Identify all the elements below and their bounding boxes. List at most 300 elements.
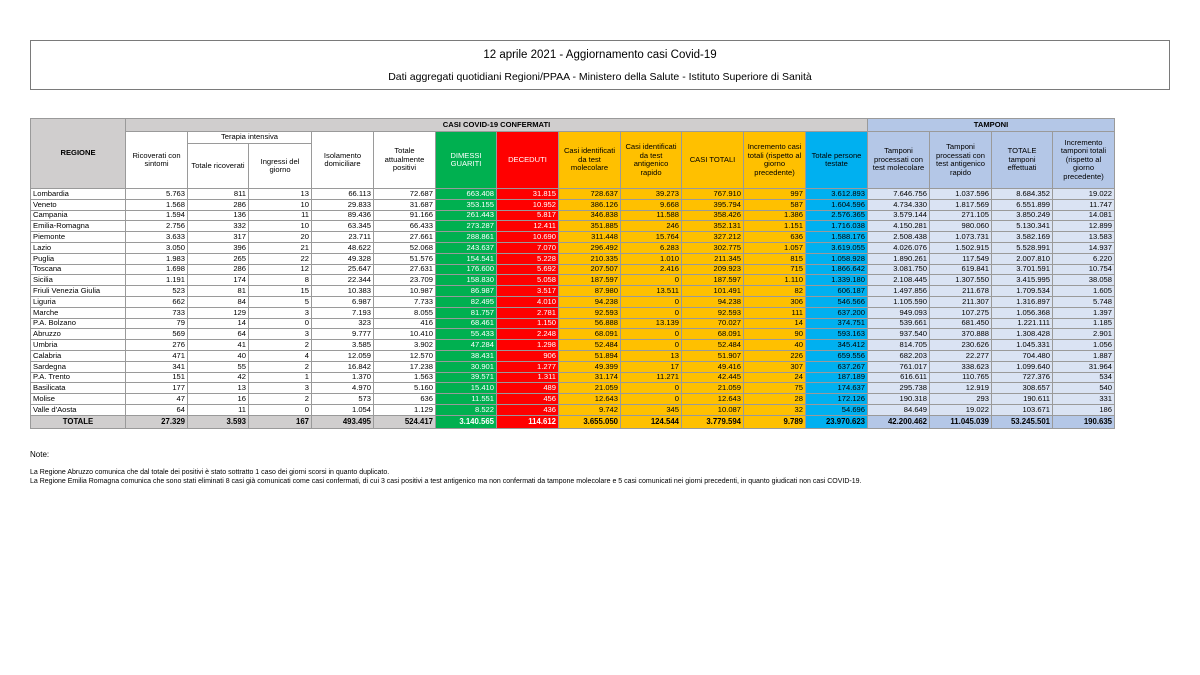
positivi-cell: 10.987 [374,286,436,297]
dimessi-cell: 38.431 [436,350,497,361]
persone-testate-cell: 3.612.893 [806,189,868,200]
notes-section [30,450,861,487]
ricoverati-cell: 523 [126,286,188,297]
total-incremento-tamponi-cell: 190.635 [1053,415,1115,428]
casi-totali-cell: 70.027 [682,318,744,329]
incremento-casi-cell: 75 [744,383,806,394]
total-tamponi-antigenico-cell: 11.045.039 [930,415,992,428]
ti-totale-cell: 396 [188,242,249,253]
deceduti-cell: 10.952 [497,199,559,210]
casi-antigenico-cell: 0 [621,307,682,318]
casi-totali-cell: 327.212 [682,232,744,243]
tamponi-antigenico-cell: 12.919 [930,383,992,394]
positivi-cell: 5.160 [374,383,436,394]
positivi-cell: 1.129 [374,404,436,415]
positivi-cell: 12.570 [374,350,436,361]
tamponi-antigenico-cell: 271.105 [930,210,992,221]
ti-ingressi-cell: 2 [249,394,312,405]
region-cell: Liguria [31,296,126,307]
tamponi-totale-cell: 3.701.591 [992,264,1053,275]
ti-ingressi-cell: 13 [249,189,312,200]
persone-testate-cell: 174.637 [806,383,868,394]
total-tamponi-totale-cell: 53.245.501 [992,415,1053,428]
covid-data-table [30,118,1115,429]
tamponi-antigenico-cell: 1.073.731 [930,232,992,243]
table-row [31,232,1115,243]
dimessi-cell: 273.287 [436,221,497,232]
tamponi-antigenico-cell: 1.502.915 [930,242,992,253]
tamponi-totale-cell: 1.221.111 [992,318,1053,329]
header-tamponi-totale: TOTALE tamponi effettuati [992,132,1053,189]
casi-antigenico-cell: 11.588 [621,210,682,221]
casi-totali-cell: 51.907 [682,350,744,361]
total-row [31,415,1115,428]
table-row [31,340,1115,351]
header-incremento-tamponi: Incremento tamponi totali (rispetto al giorno precedente) [1053,132,1115,189]
incremento-casi-cell: 28 [744,394,806,405]
isolamento-cell: 16.842 [312,361,374,372]
persone-testate-cell: 1.604.596 [806,199,868,210]
dimessi-cell: 243.637 [436,242,497,253]
casi-antigenico-cell: 11.271 [621,372,682,383]
casi-molecolare-cell: 386.126 [559,199,621,210]
table-row [31,286,1115,297]
deceduti-cell: 436 [497,404,559,415]
tamponi-molecolare-cell: 761.017 [868,361,930,372]
tamponi-antigenico-cell: 1.307.550 [930,275,992,286]
region-cell: Lazio [31,242,126,253]
incremento-tamponi-cell: 10.754 [1053,264,1115,275]
header-persone-testate: Totale persone testate [806,132,868,189]
tamponi-molecolare-cell: 949.093 [868,307,930,318]
ti-ingressi-cell: 2 [249,361,312,372]
casi-molecolare-cell: 187.597 [559,275,621,286]
isolamento-cell: 1.054 [312,404,374,415]
casi-molecolare-cell: 210.335 [559,253,621,264]
table-row [31,296,1115,307]
table-row [31,394,1115,405]
deceduti-cell: 4.010 [497,296,559,307]
persone-testate-cell: 1.058.928 [806,253,868,264]
incremento-tamponi-cell: 1.887 [1053,350,1115,361]
header-deceduti: DECEDUTI [497,132,559,189]
region-cell: Umbria [31,340,126,351]
incremento-tamponi-cell: 1.056 [1053,340,1115,351]
dimessi-cell: 55.433 [436,329,497,340]
region-cell: Abruzzo [31,329,126,340]
ti-totale-cell: 286 [188,264,249,275]
deceduti-cell: 1.277 [497,361,559,372]
incremento-tamponi-cell: 14.937 [1053,242,1115,253]
incremento-casi-cell: 997 [744,189,806,200]
report-subtitle: Dati aggregati quotidiani Regioni/PPAA - Ministero della Salute - Istituto Superiore di Sanità [388,71,812,83]
ti-ingressi-cell: 3 [249,329,312,340]
casi-molecolare-cell: 351.885 [559,221,621,232]
table-row [31,361,1115,372]
incremento-casi-cell: 587 [744,199,806,210]
region-cell: Campania [31,210,126,221]
deceduti-cell: 5.228 [497,253,559,264]
incremento-tamponi-cell: 534 [1053,372,1115,383]
ricoverati-cell: 3.050 [126,242,188,253]
ricoverati-cell: 1.698 [126,264,188,275]
casi-antigenico-cell: 39.273 [621,189,682,200]
positivi-cell: 1.563 [374,372,436,383]
ti-ingressi-cell: 10 [249,199,312,210]
ti-totale-cell: 81 [188,286,249,297]
incremento-casi-cell: 1.151 [744,221,806,232]
region-cell: Puglia [31,253,126,264]
region-cell: P.A. Bolzano [31,318,126,329]
dimessi-cell: 82.495 [436,296,497,307]
tamponi-molecolare-cell: 3.081.750 [868,264,930,275]
casi-totali-cell: 767.910 [682,189,744,200]
total-casi-totali-cell: 3.779.594 [682,415,744,428]
table-row [31,404,1115,415]
casi-molecolare-cell: 9.742 [559,404,621,415]
deceduti-cell: 1.298 [497,340,559,351]
header-tamponi-antigenico: Tamponi processati con test antigenico rapido [930,132,992,189]
casi-molecolare-cell: 49.399 [559,361,621,372]
incremento-casi-cell: 82 [744,286,806,297]
persone-testate-cell: 593.163 [806,329,868,340]
casi-antigenico-cell: 17 [621,361,682,372]
tamponi-molecolare-cell: 295.738 [868,383,930,394]
tamponi-antigenico-cell: 107.275 [930,307,992,318]
incremento-casi-cell: 307 [744,361,806,372]
casi-molecolare-cell: 12.643 [559,394,621,405]
tamponi-totale-cell: 308.657 [992,383,1053,394]
persone-testate-cell: 1.716.038 [806,221,868,232]
incremento-casi-cell: 111 [744,307,806,318]
ti-totale-cell: 174 [188,275,249,286]
region-cell: P.A. Trento [31,372,126,383]
casi-totali-cell: 358.426 [682,210,744,221]
tamponi-antigenico-cell: 1.037.596 [930,189,992,200]
ti-totale-cell: 40 [188,350,249,361]
header-terapia-intensiva: Terapia intensiva [188,132,312,144]
tamponi-antigenico-cell: 338.623 [930,361,992,372]
ti-totale-cell: 55 [188,361,249,372]
casi-totali-cell: 92.593 [682,307,744,318]
incremento-tamponi-cell: 38.058 [1053,275,1115,286]
ricoverati-cell: 1.983 [126,253,188,264]
total-positivi-cell: 524.417 [374,415,436,428]
deceduti-cell: 5.058 [497,275,559,286]
casi-molecolare-cell: 31.174 [559,372,621,383]
ricoverati-cell: 2.756 [126,221,188,232]
table-row [31,372,1115,383]
ti-ingressi-cell: 10 [249,221,312,232]
total-region-cell: TOTALE [31,415,126,428]
ti-totale-cell: 64 [188,329,249,340]
header-ti-totale: Totale ricoverati [188,144,249,189]
total-deceduti-cell: 114.612 [497,415,559,428]
ricoverati-cell: 64 [126,404,188,415]
isolamento-cell: 10.383 [312,286,374,297]
ti-ingressi-cell: 1 [249,372,312,383]
incremento-tamponi-cell: 13.583 [1053,232,1115,243]
incremento-casi-cell: 226 [744,350,806,361]
total-casi-molecolare-cell: 3.655.050 [559,415,621,428]
casi-molecolare-cell: 68.091 [559,329,621,340]
region-cell: Friuli Venezia Giulia [31,286,126,297]
casi-molecolare-cell: 52.484 [559,340,621,351]
persone-testate-cell: 2.576.365 [806,210,868,221]
dimessi-cell: 39.571 [436,372,497,383]
positivi-cell: 10.410 [374,329,436,340]
ti-totale-cell: 14 [188,318,249,329]
casi-totali-cell: 395.794 [682,199,744,210]
casi-antigenico-cell: 13.139 [621,318,682,329]
region-cell: Calabria [31,350,126,361]
positivi-cell: 23.709 [374,275,436,286]
positivi-cell: 636 [374,394,436,405]
tamponi-molecolare-cell: 937.540 [868,329,930,340]
positivi-cell: 8.055 [374,307,436,318]
casi-molecolare-cell: 21.059 [559,383,621,394]
tamponi-molecolare-cell: 84.649 [868,404,930,415]
isolamento-cell: 6.987 [312,296,374,307]
tamponi-molecolare-cell: 682.203 [868,350,930,361]
ricoverati-cell: 276 [126,340,188,351]
tamponi-totale-cell: 5.528.991 [992,242,1053,253]
incremento-tamponi-cell: 6.220 [1053,253,1115,264]
deceduti-cell: 12.411 [497,221,559,232]
ti-ingressi-cell: 3 [249,307,312,318]
ricoverati-cell: 471 [126,350,188,361]
tamponi-antigenico-cell: 22.277 [930,350,992,361]
tamponi-totale-cell: 1.308.428 [992,329,1053,340]
region-cell: Sicilia [31,275,126,286]
notes-heading: Note: [30,450,50,459]
isolamento-cell: 9.777 [312,329,374,340]
positivi-cell: 7.733 [374,296,436,307]
header-dimessi: DIMESSI GUARITI [436,132,497,189]
incremento-tamponi-cell: 331 [1053,394,1115,405]
isolamento-cell: 63.345 [312,221,374,232]
incremento-casi-cell: 90 [744,329,806,340]
tamponi-molecolare-cell: 7.646.756 [868,189,930,200]
casi-antigenico-cell: 0 [621,394,682,405]
dimessi-cell: 30.901 [436,361,497,372]
isolamento-cell: 23.711 [312,232,374,243]
dimessi-cell: 288.861 [436,232,497,243]
report-title-box [30,40,1170,90]
isolamento-cell: 3.585 [312,340,374,351]
tamponi-molecolare-cell: 539.661 [868,318,930,329]
ricoverati-cell: 733 [126,307,188,318]
isolamento-cell: 12.059 [312,350,374,361]
ti-totale-cell: 11 [188,404,249,415]
casi-molecolare-cell: 728.637 [559,189,621,200]
tamponi-totale-cell: 6.551.899 [992,199,1053,210]
region-cell: Toscana [31,264,126,275]
casi-totali-cell: 302.775 [682,242,744,253]
ti-ingressi-cell: 20 [249,232,312,243]
incremento-casi-cell: 14 [744,318,806,329]
tamponi-antigenico-cell: 370.888 [930,329,992,340]
incremento-casi-cell: 1.110 [744,275,806,286]
positivi-cell: 66.433 [374,221,436,232]
ti-totale-cell: 317 [188,232,249,243]
header-positivi: Totale attualmente positivi [374,132,436,189]
ti-totale-cell: 41 [188,340,249,351]
tamponi-antigenico-cell: 293 [930,394,992,405]
positivi-cell: 27.661 [374,232,436,243]
ti-totale-cell: 84 [188,296,249,307]
incremento-casi-cell: 715 [744,264,806,275]
ricoverati-cell: 569 [126,329,188,340]
ti-totale-cell: 332 [188,221,249,232]
tamponi-totale-cell: 1.709.534 [992,286,1053,297]
ti-totale-cell: 13 [188,383,249,394]
total-ti-ingressi-cell: 167 [249,415,312,428]
dimessi-cell: 47.284 [436,340,497,351]
dimessi-cell: 663.408 [436,189,497,200]
casi-antigenico-cell: 246 [621,221,682,232]
dimessi-cell: 68.461 [436,318,497,329]
ti-ingressi-cell: 8 [249,275,312,286]
header-tamponi: TAMPONI [868,119,1115,132]
casi-totali-cell: 68.091 [682,329,744,340]
ti-ingressi-cell: 5 [249,296,312,307]
dimessi-cell: 353.155 [436,199,497,210]
casi-antigenico-cell: 0 [621,329,682,340]
table-body [31,189,1115,416]
persone-testate-cell: 659.556 [806,350,868,361]
positivi-cell: 27.631 [374,264,436,275]
positivi-cell: 72.687 [374,189,436,200]
tamponi-totale-cell: 3.850.249 [992,210,1053,221]
deceduti-cell: 489 [497,383,559,394]
tamponi-antigenico-cell: 980.060 [930,221,992,232]
ti-ingressi-cell: 0 [249,404,312,415]
incremento-tamponi-cell: 2.901 [1053,329,1115,340]
deceduti-cell: 7.070 [497,242,559,253]
header-casi-totali: CASI TOTALI [682,132,744,189]
deceduti-cell: 5.817 [497,210,559,221]
casi-antigenico-cell: 0 [621,275,682,286]
incremento-tamponi-cell: 540 [1053,383,1115,394]
casi-molecolare-cell: 51.894 [559,350,621,361]
casi-antigenico-cell: 2.416 [621,264,682,275]
tamponi-molecolare-cell: 4.026.076 [868,242,930,253]
total-casi-antigenico-cell: 124.544 [621,415,682,428]
total-ricoverati-cell: 27.329 [126,415,188,428]
incremento-casi-cell: 636 [744,232,806,243]
deceduti-cell: 906 [497,350,559,361]
isolamento-cell: 7.193 [312,307,374,318]
casi-antigenico-cell: 0 [621,296,682,307]
tamponi-molecolare-cell: 2.508.438 [868,232,930,243]
tamponi-totale-cell: 3.582.169 [992,232,1053,243]
ti-ingressi-cell: 12 [249,264,312,275]
deceduti-cell: 10.690 [497,232,559,243]
casi-antigenico-cell: 0 [621,383,682,394]
tamponi-totale-cell: 1.316.897 [992,296,1053,307]
dimessi-cell: 154.541 [436,253,497,264]
tamponi-antigenico-cell: 1.817.569 [930,199,992,210]
persone-testate-cell: 637.200 [806,307,868,318]
tamponi-molecolare-cell: 616.611 [868,372,930,383]
isolamento-cell: 29.833 [312,199,374,210]
incremento-tamponi-cell: 11.747 [1053,199,1115,210]
tamponi-molecolare-cell: 3.579.144 [868,210,930,221]
table-row [31,189,1115,200]
incremento-casi-cell: 1.057 [744,242,806,253]
deceduti-cell: 2.248 [497,329,559,340]
incremento-tamponi-cell: 12.899 [1053,221,1115,232]
region-cell: Sardegna [31,361,126,372]
report-title: 12 aprile 2021 - Aggiornamento casi Covid-19 [483,49,717,61]
region-cell: Veneto [31,199,126,210]
positivi-cell: 52.068 [374,242,436,253]
incremento-tamponi-cell: 19.022 [1053,189,1115,200]
tamponi-molecolare-cell: 4.150.281 [868,221,930,232]
deceduti-cell: 456 [497,394,559,405]
persone-testate-cell: 606.187 [806,286,868,297]
total-tamponi-molecolare-cell: 42.200.462 [868,415,930,428]
deceduti-cell: 31.815 [497,189,559,200]
table-row [31,307,1115,318]
incremento-casi-cell: 1.386 [744,210,806,221]
deceduti-cell: 1.311 [497,372,559,383]
header-casi-antigenico: Casi identificati da test antigenico rapido [621,132,682,189]
isolamento-cell: 22.344 [312,275,374,286]
region-cell: Piemonte [31,232,126,243]
table-row [31,275,1115,286]
casi-totali-cell: 10.087 [682,404,744,415]
note-line: La Regione Emilia Romagna comunica che sono stati eliminati 8 casi già comunicati come casi confermati, di cui 3 casi positivi a test antigenico ma non confermati da tampone molecolare e 5 casi comunicati nei giorni precedenti, in quanto giudicati non casi COVID-19. [30,478,862,485]
casi-totali-cell: 49.416 [682,361,744,372]
persone-testate-cell: 1.339.180 [806,275,868,286]
total-isolamento-cell: 493.495 [312,415,374,428]
casi-totali-cell: 52.484 [682,340,744,351]
header-casi-molecolare: Casi identificati da test molecolare [559,132,621,189]
header-isolamento: Isolamento domiciliare [312,132,374,189]
incremento-tamponi-cell: 31.964 [1053,361,1115,372]
dimessi-cell: 86.987 [436,286,497,297]
positivi-cell: 51.576 [374,253,436,264]
casi-molecolare-cell: 56.888 [559,318,621,329]
incremento-casi-cell: 24 [744,372,806,383]
table-row [31,383,1115,394]
tamponi-totale-cell: 1.045.331 [992,340,1053,351]
ti-ingressi-cell: 0 [249,318,312,329]
casi-molecolare-cell: 94.238 [559,296,621,307]
isolamento-cell: 25.647 [312,264,374,275]
ricoverati-cell: 662 [126,296,188,307]
ti-totale-cell: 136 [188,210,249,221]
tamponi-totale-cell: 8.684.352 [992,189,1053,200]
persone-testate-cell: 546.566 [806,296,868,307]
positivi-cell: 31.687 [374,199,436,210]
incremento-casi-cell: 306 [744,296,806,307]
table-row [31,221,1115,232]
total-ti-totale-cell: 3.593 [188,415,249,428]
table-row [31,210,1115,221]
tamponi-molecolare-cell: 2.108.445 [868,275,930,286]
dimessi-cell: 81.757 [436,307,497,318]
incremento-tamponi-cell: 186 [1053,404,1115,415]
casi-totali-cell: 187.597 [682,275,744,286]
incremento-tamponi-cell: 1.185 [1053,318,1115,329]
header-incremento-casi: Incremento casi totali (rispetto al giorno precedente) [744,132,806,189]
header-regione: REGIONE [31,119,126,189]
persone-testate-cell: 3.619.055 [806,242,868,253]
ti-totale-cell: 811 [188,189,249,200]
